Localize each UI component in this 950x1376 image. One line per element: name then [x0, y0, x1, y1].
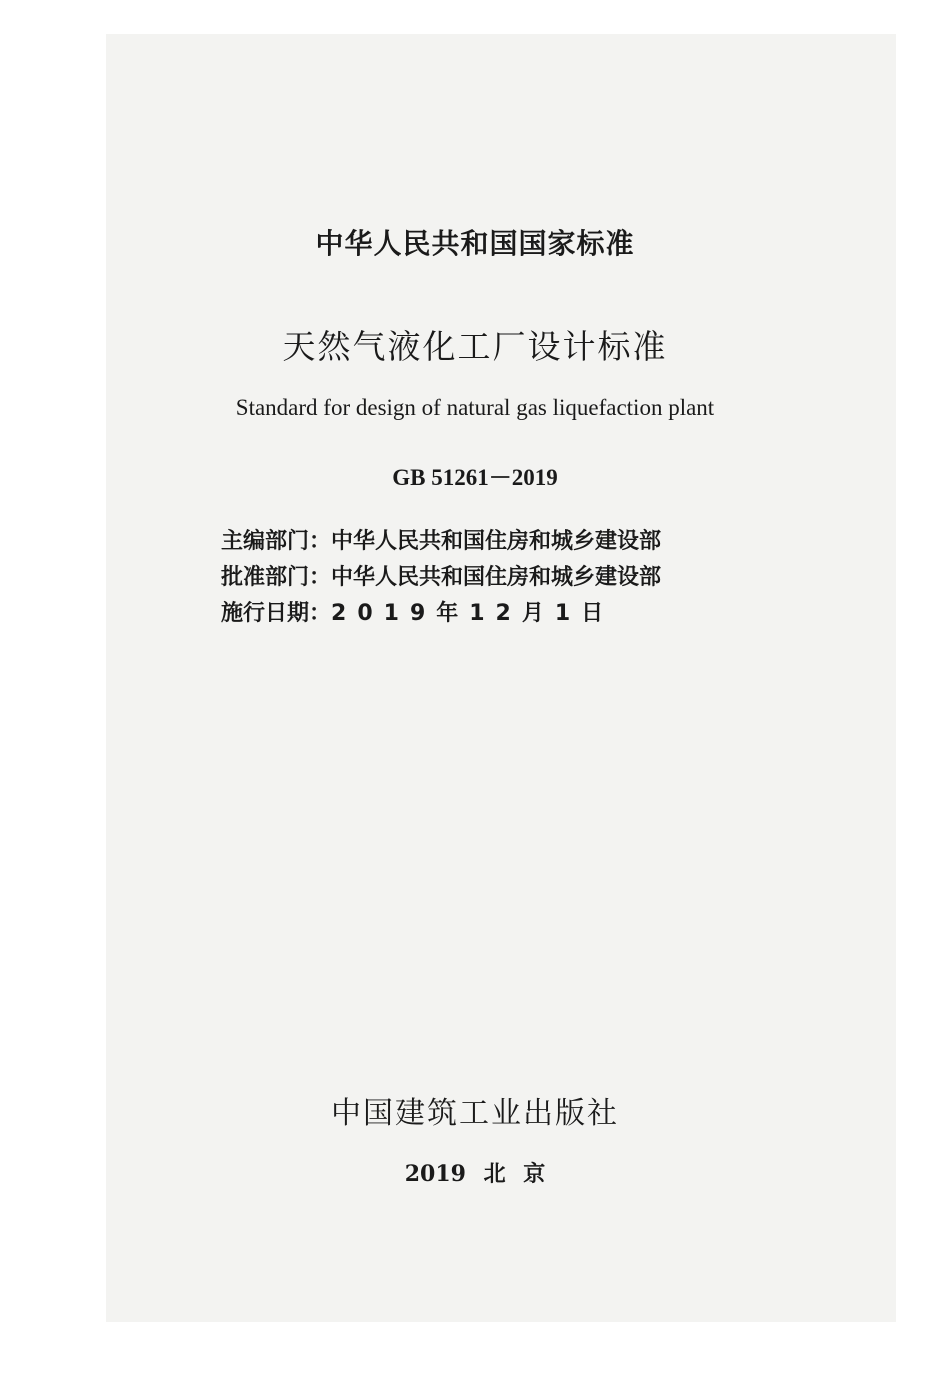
chief-editor-row	[221, 524, 661, 560]
publication-place-year: 2019 北 京	[404, 1161, 546, 1187]
approver-row	[221, 560, 661, 596]
effective-date-label: 施行日期：	[221, 601, 332, 626]
document-title-chinese: 天然气液化工厂设计标准	[282, 327, 668, 366]
standard-number: GB 51261－2019	[392, 465, 558, 490]
publication-info	[221, 524, 661, 632]
national-standard-heading: 中华人民共和国国家标准	[315, 227, 635, 260]
approver-label: 批准部门：	[221, 565, 332, 590]
chief-editor-label: 主编部门：	[221, 529, 332, 554]
approver-value: 中华人民共和国住房和城乡建设部	[331, 565, 662, 590]
effective-date-value: 2019年12月1日	[331, 601, 615, 626]
publisher-name: 中国建筑工业出版社	[331, 1096, 619, 1131]
document-title-english: Standard for design of natural gas liquefaction plant	[235, 395, 715, 420]
effective-date-row	[221, 596, 661, 632]
chief-editor-value: 中华人民共和国住房和城乡建设部	[331, 529, 662, 554]
